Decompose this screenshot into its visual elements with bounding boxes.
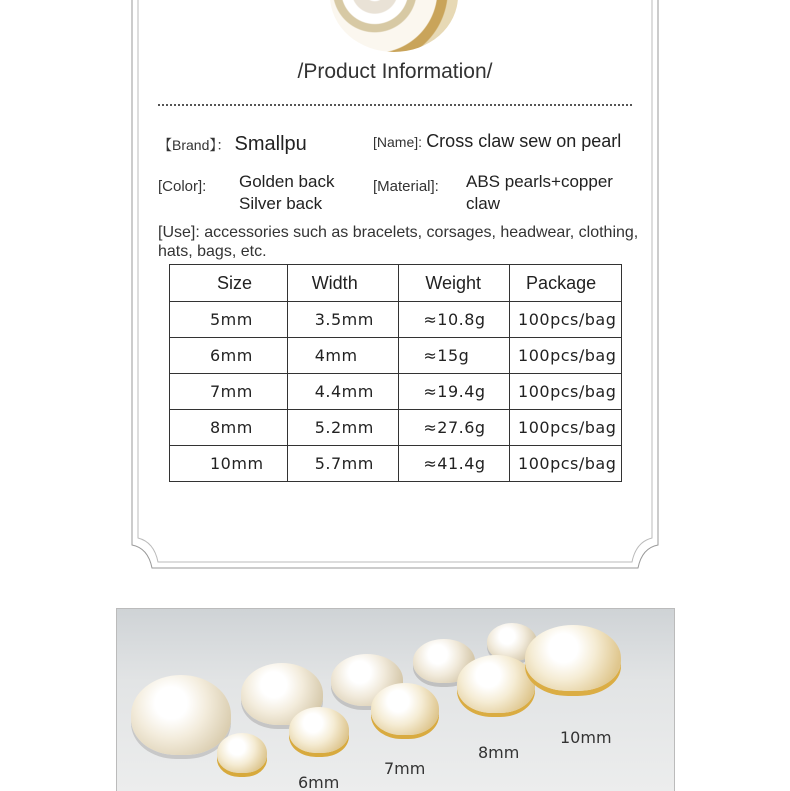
cell-width: 5.2mm	[287, 410, 399, 446]
header-size: Size	[170, 265, 288, 302]
cell-size: 5mm	[170, 302, 288, 338]
page-title: /Product Information/	[297, 60, 493, 83]
cell-size: 6mm	[170, 338, 288, 374]
table-row	[170, 374, 622, 410]
cell-width: 5.7mm	[287, 446, 399, 482]
pearl-silver	[131, 675, 231, 755]
cell-package: 100pcs/bag	[510, 446, 622, 482]
table-row	[170, 410, 622, 446]
material-label: [Material]:	[373, 178, 439, 195]
header-package: Package	[510, 265, 622, 302]
cell-size: 8mm	[170, 410, 288, 446]
cell-package: 100pcs/bag	[510, 302, 622, 338]
name-row	[373, 131, 621, 152]
cell-width: 4.4mm	[287, 374, 399, 410]
cell-package: 100pcs/bag	[510, 374, 622, 410]
divider	[158, 104, 632, 106]
product-photo	[116, 608, 675, 791]
brand-label: 【Brand】：	[158, 137, 231, 153]
cell-weight: ≈10.8g	[399, 302, 510, 338]
cell-size: 10mm	[170, 446, 288, 482]
header-width: Width	[287, 265, 399, 302]
brand-value: Smallpu	[234, 133, 307, 155]
use-text	[158, 223, 638, 261]
cell-size: 7mm	[170, 374, 288, 410]
cell-weight: ≈41.4g	[399, 446, 510, 482]
cell-package: 100pcs/bag	[510, 410, 622, 446]
table-header-row	[170, 265, 622, 302]
table-row	[170, 446, 622, 482]
color-value-gold: Golden back	[239, 172, 335, 191]
color-value-silver: Silver back	[239, 194, 323, 213]
cell-weight: ≈27.6g	[399, 410, 510, 446]
pearl-gold	[457, 655, 535, 713]
color-values	[239, 171, 334, 215]
header-weight: Weight	[399, 265, 510, 302]
pearl-gold	[217, 733, 267, 773]
brand-row	[158, 133, 307, 156]
cell-weight: ≈15g	[399, 338, 510, 374]
size-label-6mm: 6mm	[298, 773, 340, 791]
table-row	[170, 338, 622, 374]
cell-package: 100pcs/bag	[510, 338, 622, 374]
name-value: Cross claw sew on pearl	[426, 131, 622, 151]
table-row	[170, 302, 622, 338]
cell-weight: ≈19.4g	[399, 374, 510, 410]
pearl-gold	[371, 683, 439, 735]
size-label-10mm: 10mm	[560, 728, 612, 747]
cell-width: 4mm	[287, 338, 399, 374]
size-label-7mm: 7mm	[384, 759, 426, 778]
pearl-gold	[525, 625, 621, 691]
name-label: [Name]:	[373, 134, 423, 150]
material-value-line2: claw	[466, 194, 501, 213]
pearl-gold	[289, 707, 349, 753]
material-values	[466, 171, 613, 215]
spec-table	[169, 264, 622, 482]
material-value-line1: ABS pearls+copper	[466, 172, 613, 191]
color-label: [Color]:	[158, 178, 207, 195]
use-text-line1: [Use]: accessories such as bracelets, corsages, headwear, clothing,	[158, 224, 639, 241]
use-text-line2: hats, bags, etc.	[158, 243, 267, 260]
size-label-8mm: 8mm	[478, 743, 520, 762]
cell-width: 3.5mm	[287, 302, 399, 338]
